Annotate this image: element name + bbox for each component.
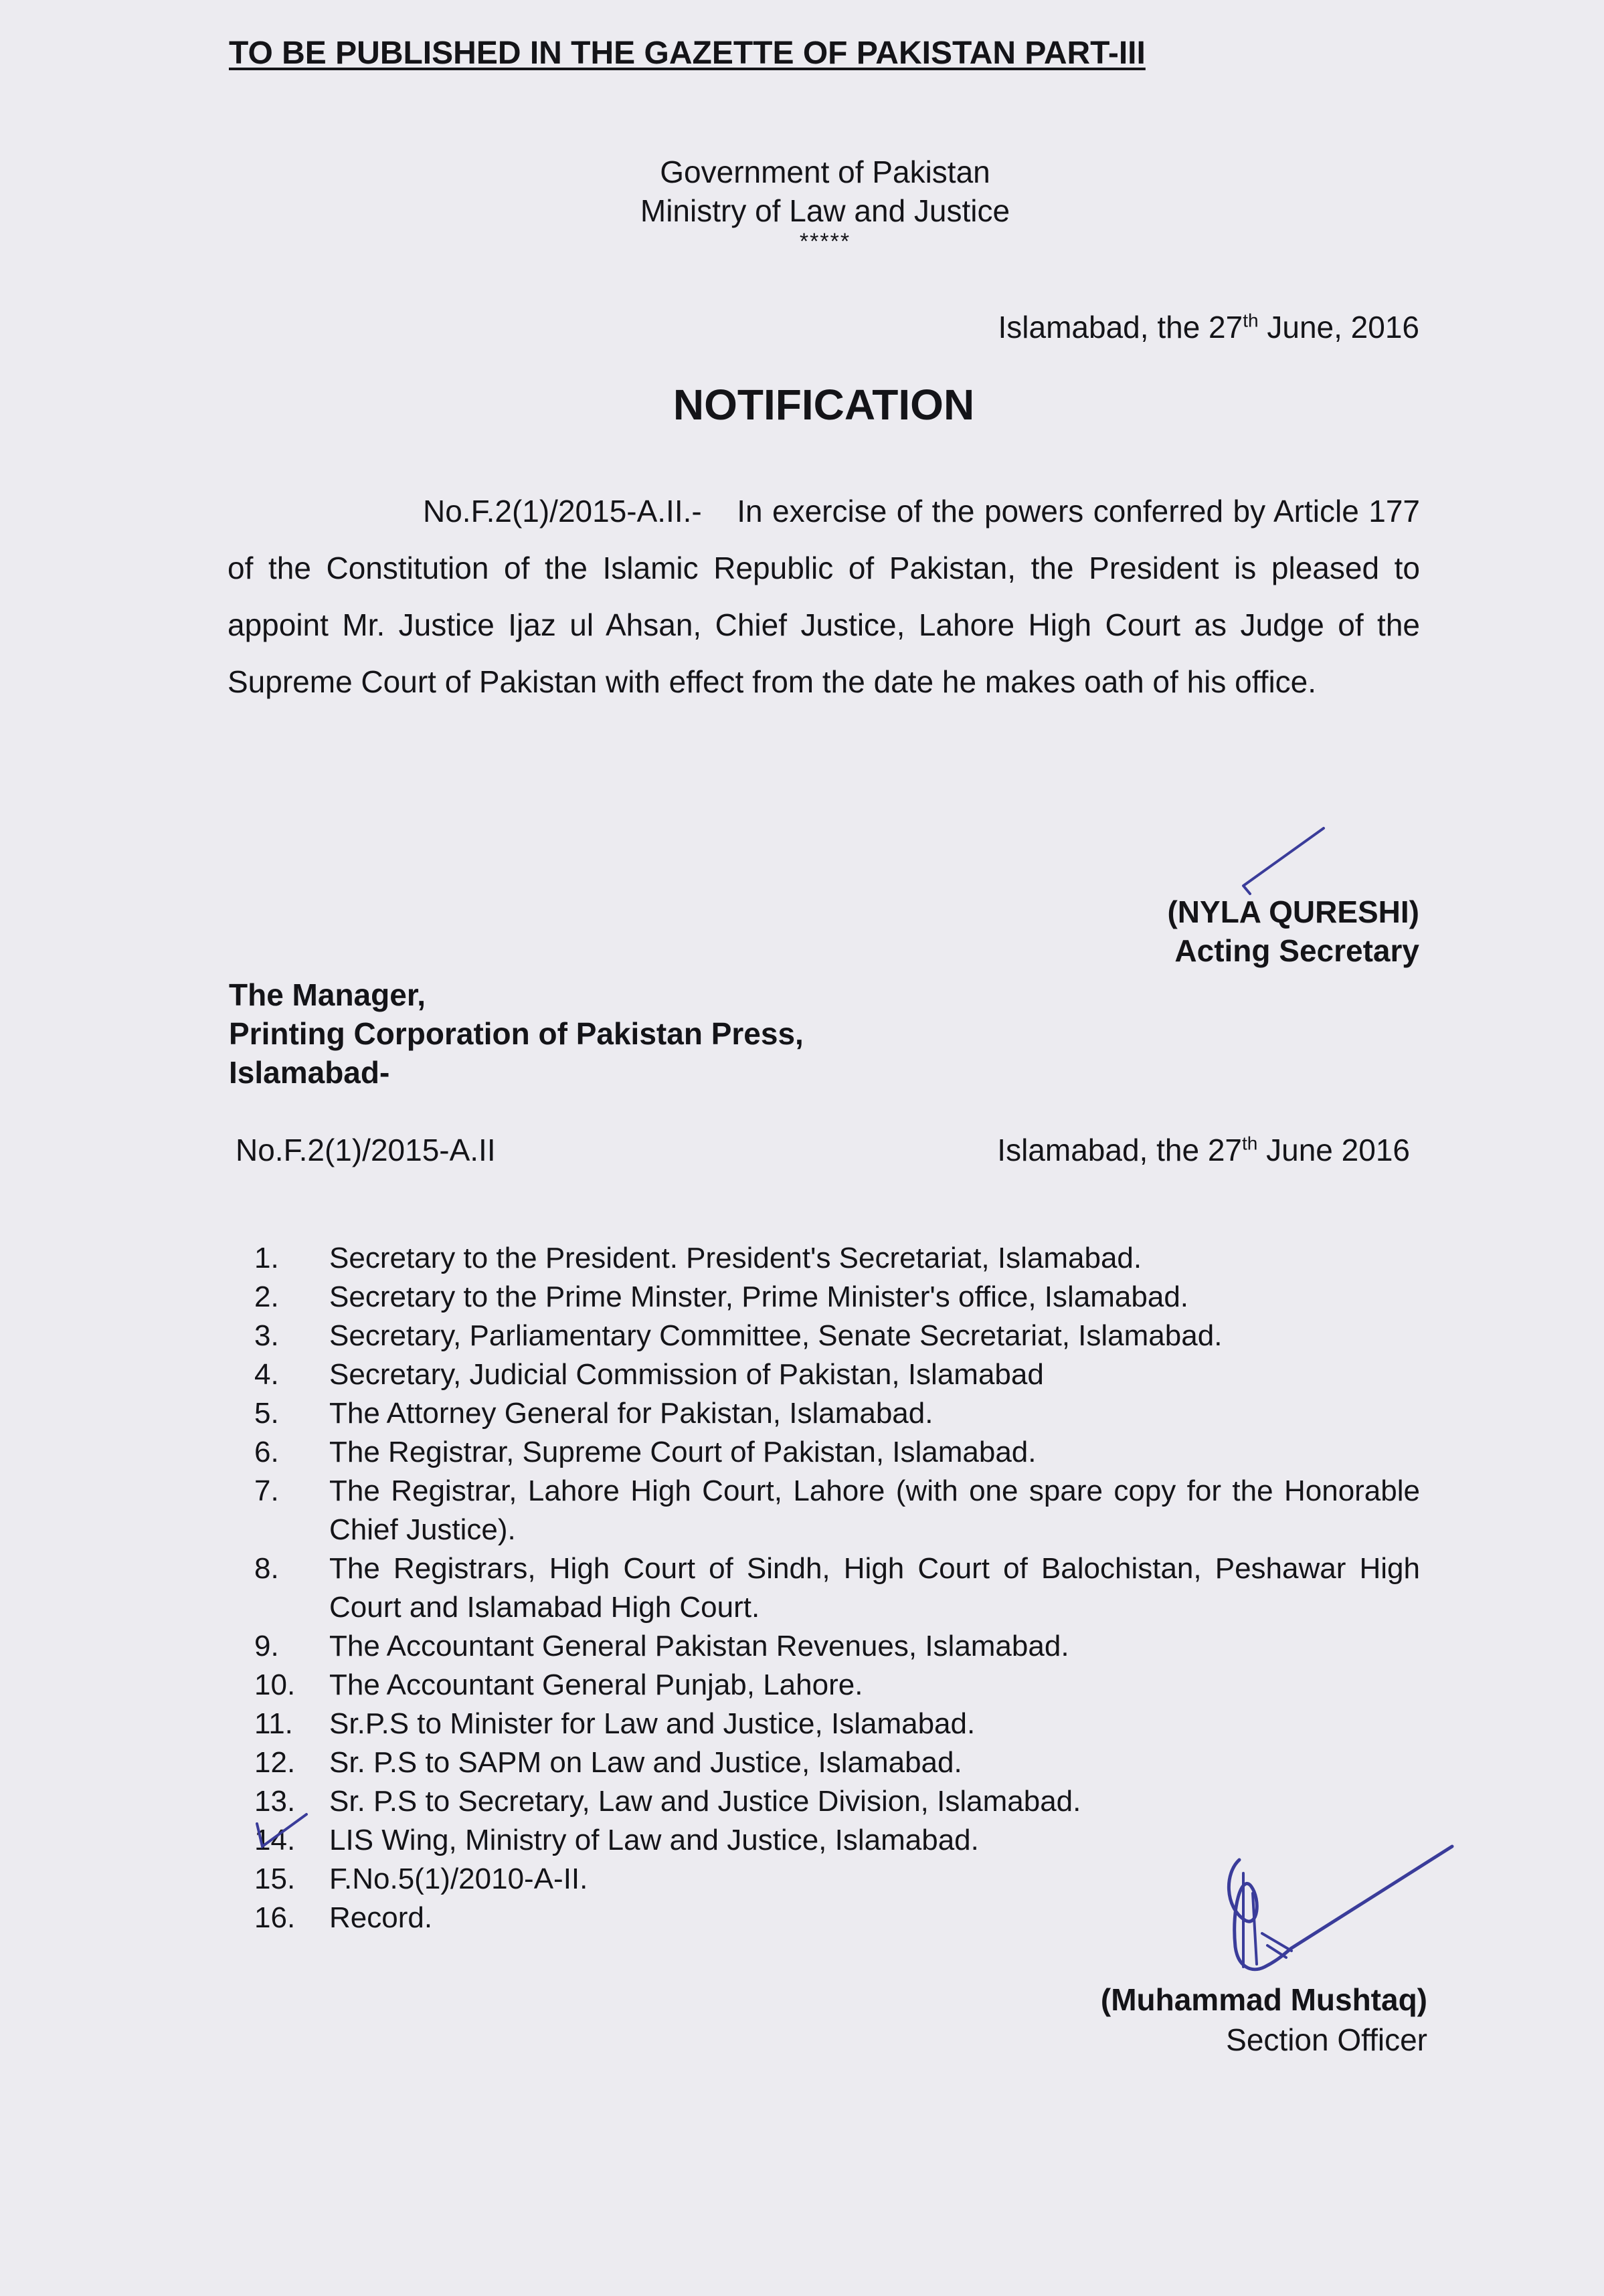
ministry-line: Ministry of Law and Justice [640,193,1010,228]
list-item-number: 2. [254,1280,279,1313]
handwritten-tick-icon [253,1809,313,1862]
gazette-header: TO BE PUBLISHED IN THE GAZETTE OF PAKISTAN PART-III [229,35,1146,71]
list-item-text: The Accountant General Punjab, Lahore. [329,1668,863,1701]
date-top-prefix: Islamabad, the 27 [998,310,1243,345]
list-item [254,1355,1420,1394]
signatory-title: Acting Secretary [1174,933,1419,968]
list-item-number: 15. [254,1862,296,1895]
list-item-number: 1. [254,1242,279,1274]
list-item-number: 7. [254,1474,279,1507]
list-item-number: 4. [254,1358,279,1391]
list-item-number: 11. [254,1707,293,1740]
section-officer-name: (Muhammad Mushtaq) [1100,1982,1427,2017]
copy-reference-date [997,1132,1410,1168]
list-item [254,1433,1420,1472]
notification-reference: No.F.2(1)/2015-A.II.- [423,494,702,529]
notification-text: In exercise of the powers conferred by Article 177 of the Constitution of the Islamic Republic of Pakistan, the President is pleased to appoint Mr. Justice Ijaz ul Ahsan, Chief Justice, Lahore High Court as Judge of the Supreme Court of Pakistan with effect from the date he makes oath of his office. [228,494,1421,699]
notification-title: NOTIFICATION [673,381,975,429]
list-item-text: Secretary, Judicial Commission of Pakistan, Islamabad [329,1358,1044,1391]
list-item-text: Record. [329,1901,433,1934]
list-item-text: Sr.P.S to Minister for Law and Justice, Islamabad. [329,1707,976,1740]
list-item-text: Sr. P.S to SAPM on Law and Justice, Islamabad. [329,1746,962,1779]
list-item-number: 8. [254,1552,279,1585]
section-officer-signature-icon [1205,1833,1459,2007]
addressee-line-1: The Manager, [229,977,426,1012]
copy-reference-number: No.F.2(1)/2015-A.II [236,1133,496,1167]
list-item-text: The Registrar, Supreme Court of Pakistan, Islamabad. [329,1436,1037,1468]
list-item-number: 3. [254,1319,279,1352]
list-item [254,1705,1420,1743]
list-item-number: 16. [254,1901,296,1934]
date-top-suffix: June, 2016 [1258,310,1419,345]
list-item-number: 6. [254,1436,279,1468]
list-item-number: 13. [254,1785,296,1818]
date-top-sup: th [1243,310,1259,331]
list-item [254,1627,1420,1666]
addressee-block [229,975,804,1092]
date-bottom-sup: th [1241,1133,1258,1154]
date-bottom-prefix: Islamabad, the 27 [997,1133,1242,1167]
list-item-text: The Registrars, High Court of Sindh, High Court of Balochistan, Peshawar High Court and Islamabad High Court. [329,1552,1420,1624]
list-item [254,1394,1420,1433]
government-line: Government of Pakistan [660,155,990,189]
list-item [254,1782,1420,1821]
separator-stars: ***** [799,229,851,254]
list-item-text: Sr. P.S to Secretary, Law and Justice Division, Islamabad. [329,1785,1081,1818]
list-item [254,1472,1420,1549]
date-bottom-suffix: June 2016 [1257,1133,1410,1167]
signature-tick-icon [1230,824,1337,898]
list-item [254,1239,1420,1278]
list-item-text: The Attorney General for Pakistan, Islamabad. [329,1397,933,1430]
list-item-text: The Accountant General Pakistan Revenues, Islamabad. [329,1630,1069,1662]
signatory-name: (NYLA QURESHI) [1167,894,1419,929]
list-item [254,1278,1420,1317]
list-item [254,1743,1420,1782]
list-item [254,1549,1420,1627]
list-item-number: 5. [254,1397,279,1430]
addressee-line-2: Printing Corporation of Pakistan Press, [229,1016,804,1051]
list-item-number: 12. [254,1746,296,1779]
list-item-number: 14. [254,1824,296,1856]
list-item-text: The Registrar, Lahore High Court, Lahore (with one spare copy for the Honorable Chief Justice). [329,1474,1420,1546]
list-item-text: Secretary, Parliamentary Committee, Senate Secretariat, Islamabad. [329,1319,1223,1352]
list-item-text: Secretary to the President. President's Secretariat, Islamabad. [329,1242,1142,1274]
addressee-line-3: Islamabad- [229,1055,390,1090]
list-item [254,1666,1420,1705]
dateline-top [998,309,1419,345]
list-item-text: Secretary to the Prime Minster, Prime Minister's office, Islamabad. [329,1280,1189,1313]
list-item-number: 9. [254,1630,279,1662]
notification-body [228,483,1420,710]
section-officer-title: Section Officer [1226,2022,1427,2057]
list-item-number: 10. [254,1668,296,1701]
list-item-text: LIS Wing, Ministry of Law and Justice, Islamabad. [329,1824,979,1856]
list-item [254,1317,1420,1355]
list-item-text: F.No.5(1)/2010-A-II. [329,1862,588,1895]
